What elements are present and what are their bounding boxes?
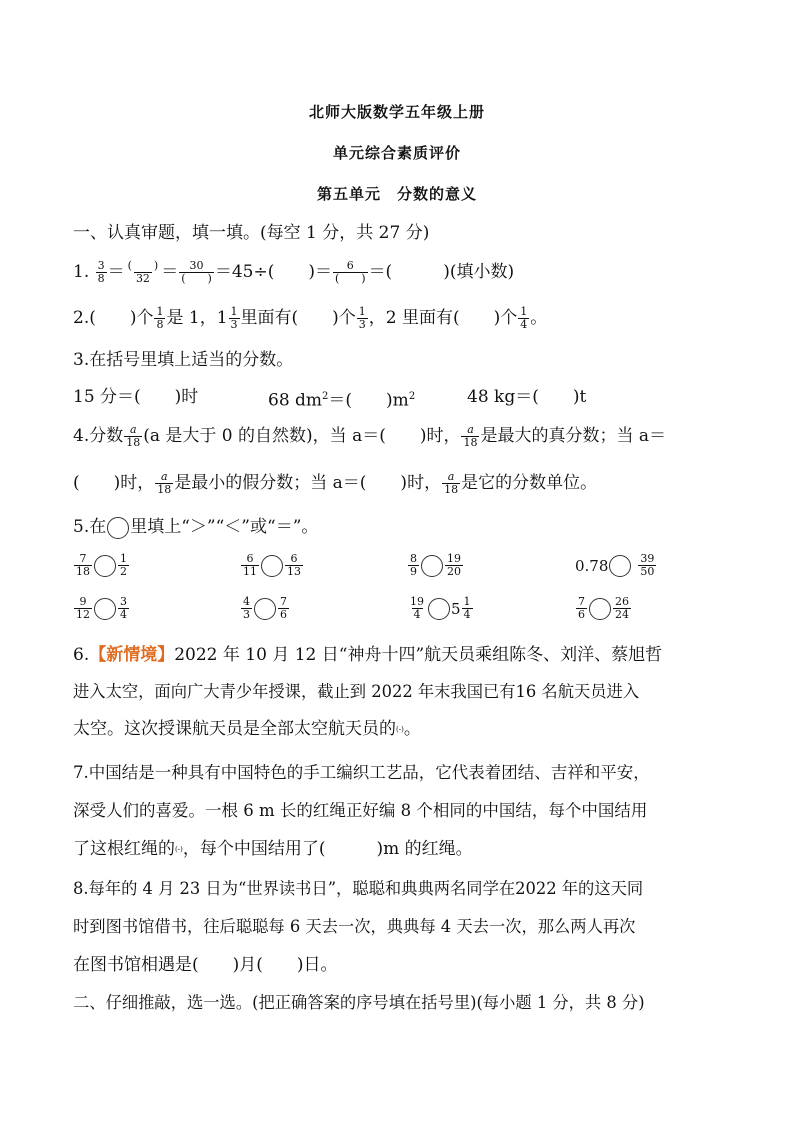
q2-text-c: 里面有( )个 — [240, 308, 356, 328]
fraction: $\frac{a}{18}$ — [463, 423, 478, 449]
fraction: $\frac{6}{( )}$ — [334, 259, 366, 285]
section-2-heading: 二、仔细推敲，选一选。(把正确答案的序号填在括号里)(每小题 1 分，共 8 分) — [73, 993, 645, 1012]
question-8-line-2: 时到图书馆借书，往后聪聪每 6 天去一次，典典每 4 天去一次，那么两人再次 — [73, 917, 636, 936]
q1-middle-text: ＝45÷( )＝ — [214, 262, 332, 282]
question-4-line-1: 4.分数 $\frac{a}{18}$ (a 是大于 0 的自然数)，当 a＝( )时， $\frac{a}{18}$ 是最大的真分数；当 a＝ — [73, 423, 667, 449]
comparison-item: $\frac{7}{6}$ $\frac{26}{24}$ — [578, 595, 629, 621]
fraction: $\frac{a}{18}$ — [126, 423, 141, 449]
q2-text-d: ，2 里面有( )个 — [368, 308, 518, 328]
fraction: $\frac{a}{18}$ — [444, 470, 459, 496]
q3-item-a: 15 分＝( )时 — [73, 387, 199, 407]
fraction: $\frac{3}{8}$ — [97, 259, 105, 285]
comparison-item: 0.78 $\frac{39}{50}$ — [575, 552, 655, 578]
q2-text-b: 是 1，1 — [166, 308, 228, 328]
new-context-tag: 【新情境】 — [89, 645, 175, 665]
answer-blank: (-) — [175, 845, 183, 854]
question-7-line-2: 深受人们的喜爱。一根 6 m 长的红绳正好编 8 个相同的中国结，每个中国结用 — [73, 801, 648, 820]
fraction: $\frac{a}{18}$ — [157, 470, 172, 496]
doc-title: 北师大版数学五年级上册 — [308, 103, 485, 121]
q1-number: 1. — [73, 262, 90, 282]
question-6-line-2: 进入太空，面向广大青少年授课，截止到 2022 年末我国已有16 名航天员进入 — [73, 682, 640, 701]
q3-item-c: 48 kg＝( )t — [467, 387, 587, 407]
comparison-item: $\frac{7}{18}$ $\frac{1}{2}$ — [76, 552, 127, 578]
fraction: $\frac{30}{( )}$ — [181, 259, 212, 285]
compare-circle[interactable] — [94, 598, 116, 620]
doc-subtitle: 单元综合素质评价 — [332, 144, 461, 162]
answer-circle — [107, 517, 129, 539]
question-7-line-3: 了这根红绳的(-)，每个中国结用了( )m 的红绳。 — [73, 839, 473, 859]
question-2 — [73, 306, 547, 331]
question-1: 1. $\frac{3}{8}$ ＝ $\frac{( )}{32}$ ＝ $\frac{30}{( )}$ ＝45÷( )＝ $\frac{6}{( )}$ ＝( )(填小数) — [73, 259, 515, 285]
question-6-line-1: 6.【新情境】2022 年 10 月 12 日“神舟十四”航天员乘组陈冬、刘洋、蔡旭哲 — [73, 645, 663, 665]
question-5: 5.在 里填上“＞”“＜”或“＝”。 — [73, 517, 319, 537]
fraction: $\frac{1}{8}$ — [156, 305, 164, 331]
question-3-items — [73, 385, 198, 409]
fraction: $\frac{1}{3}$ — [358, 305, 366, 331]
fraction: $\frac{1}{4}$ — [520, 305, 528, 331]
comparison-item: $\frac{19}{4}$ 5 $\frac{1}{4}$ — [410, 595, 471, 621]
question-6-line-3: 太空。这次授课航天员是全部太空航天员的(-)。 — [73, 719, 421, 739]
compare-circle[interactable] — [589, 598, 611, 620]
q1-end-text: ＝( )(填小数) — [368, 262, 515, 282]
q2-text-a: 2.( )个 — [73, 308, 154, 328]
unit-title: 第五单元 分数的意义 — [316, 185, 477, 203]
comparison-item: $\frac{4}{3}$ $\frac{7}{6}$ — [243, 595, 287, 621]
answer-blank: (-) — [396, 725, 404, 734]
q2-text-e: 。 — [530, 308, 548, 328]
q3-item-b: 68 $dm^2=$( )$m^2$ — [268, 390, 416, 411]
compare-circle[interactable] — [421, 555, 443, 577]
compare-circle[interactable] — [428, 598, 450, 620]
question-8-line-3: 在图书馆相遇是( )月( )日。 — [73, 955, 338, 975]
question-3: 3.在括号里填上适当的分数。 — [73, 350, 294, 370]
fraction: $\frac{( )}{32}$ — [127, 259, 159, 285]
question-4-line-2: ( )时， $\frac{a}{18}$ 是最小的假分数；当 a＝( )时， $\frac{a}{18}$ 是它的分数单位。 — [73, 470, 598, 496]
fraction: $\frac{1}{3}$ — [230, 305, 238, 331]
compare-circle[interactable] — [254, 598, 276, 620]
comparison-item: $\frac{8}{9}$ $\frac{19}{20}$ — [410, 552, 461, 578]
comparison-item: $\frac{6}{11}$ $\frac{6}{13}$ — [243, 552, 301, 578]
question-8-line-1: 8.每年的 4 月 23 日为“世界读书日”，聪聪和典典两名同学在2022 年的这天同 — [73, 879, 644, 898]
compare-circle[interactable] — [609, 555, 631, 577]
comparison-item: $\frac{9}{12}$ $\frac{3}{4}$ — [76, 595, 127, 621]
compare-circle[interactable] — [94, 555, 116, 577]
question-7-line-1: 7.中国结是一种具有中国特色的手工编织工艺品，它代表着团结、吉祥和平安， — [73, 763, 650, 782]
compare-circle[interactable] — [261, 555, 283, 577]
section-1-heading: 一、认真审题，填一填。(每空 1 分，共 27 分) — [73, 223, 430, 243]
